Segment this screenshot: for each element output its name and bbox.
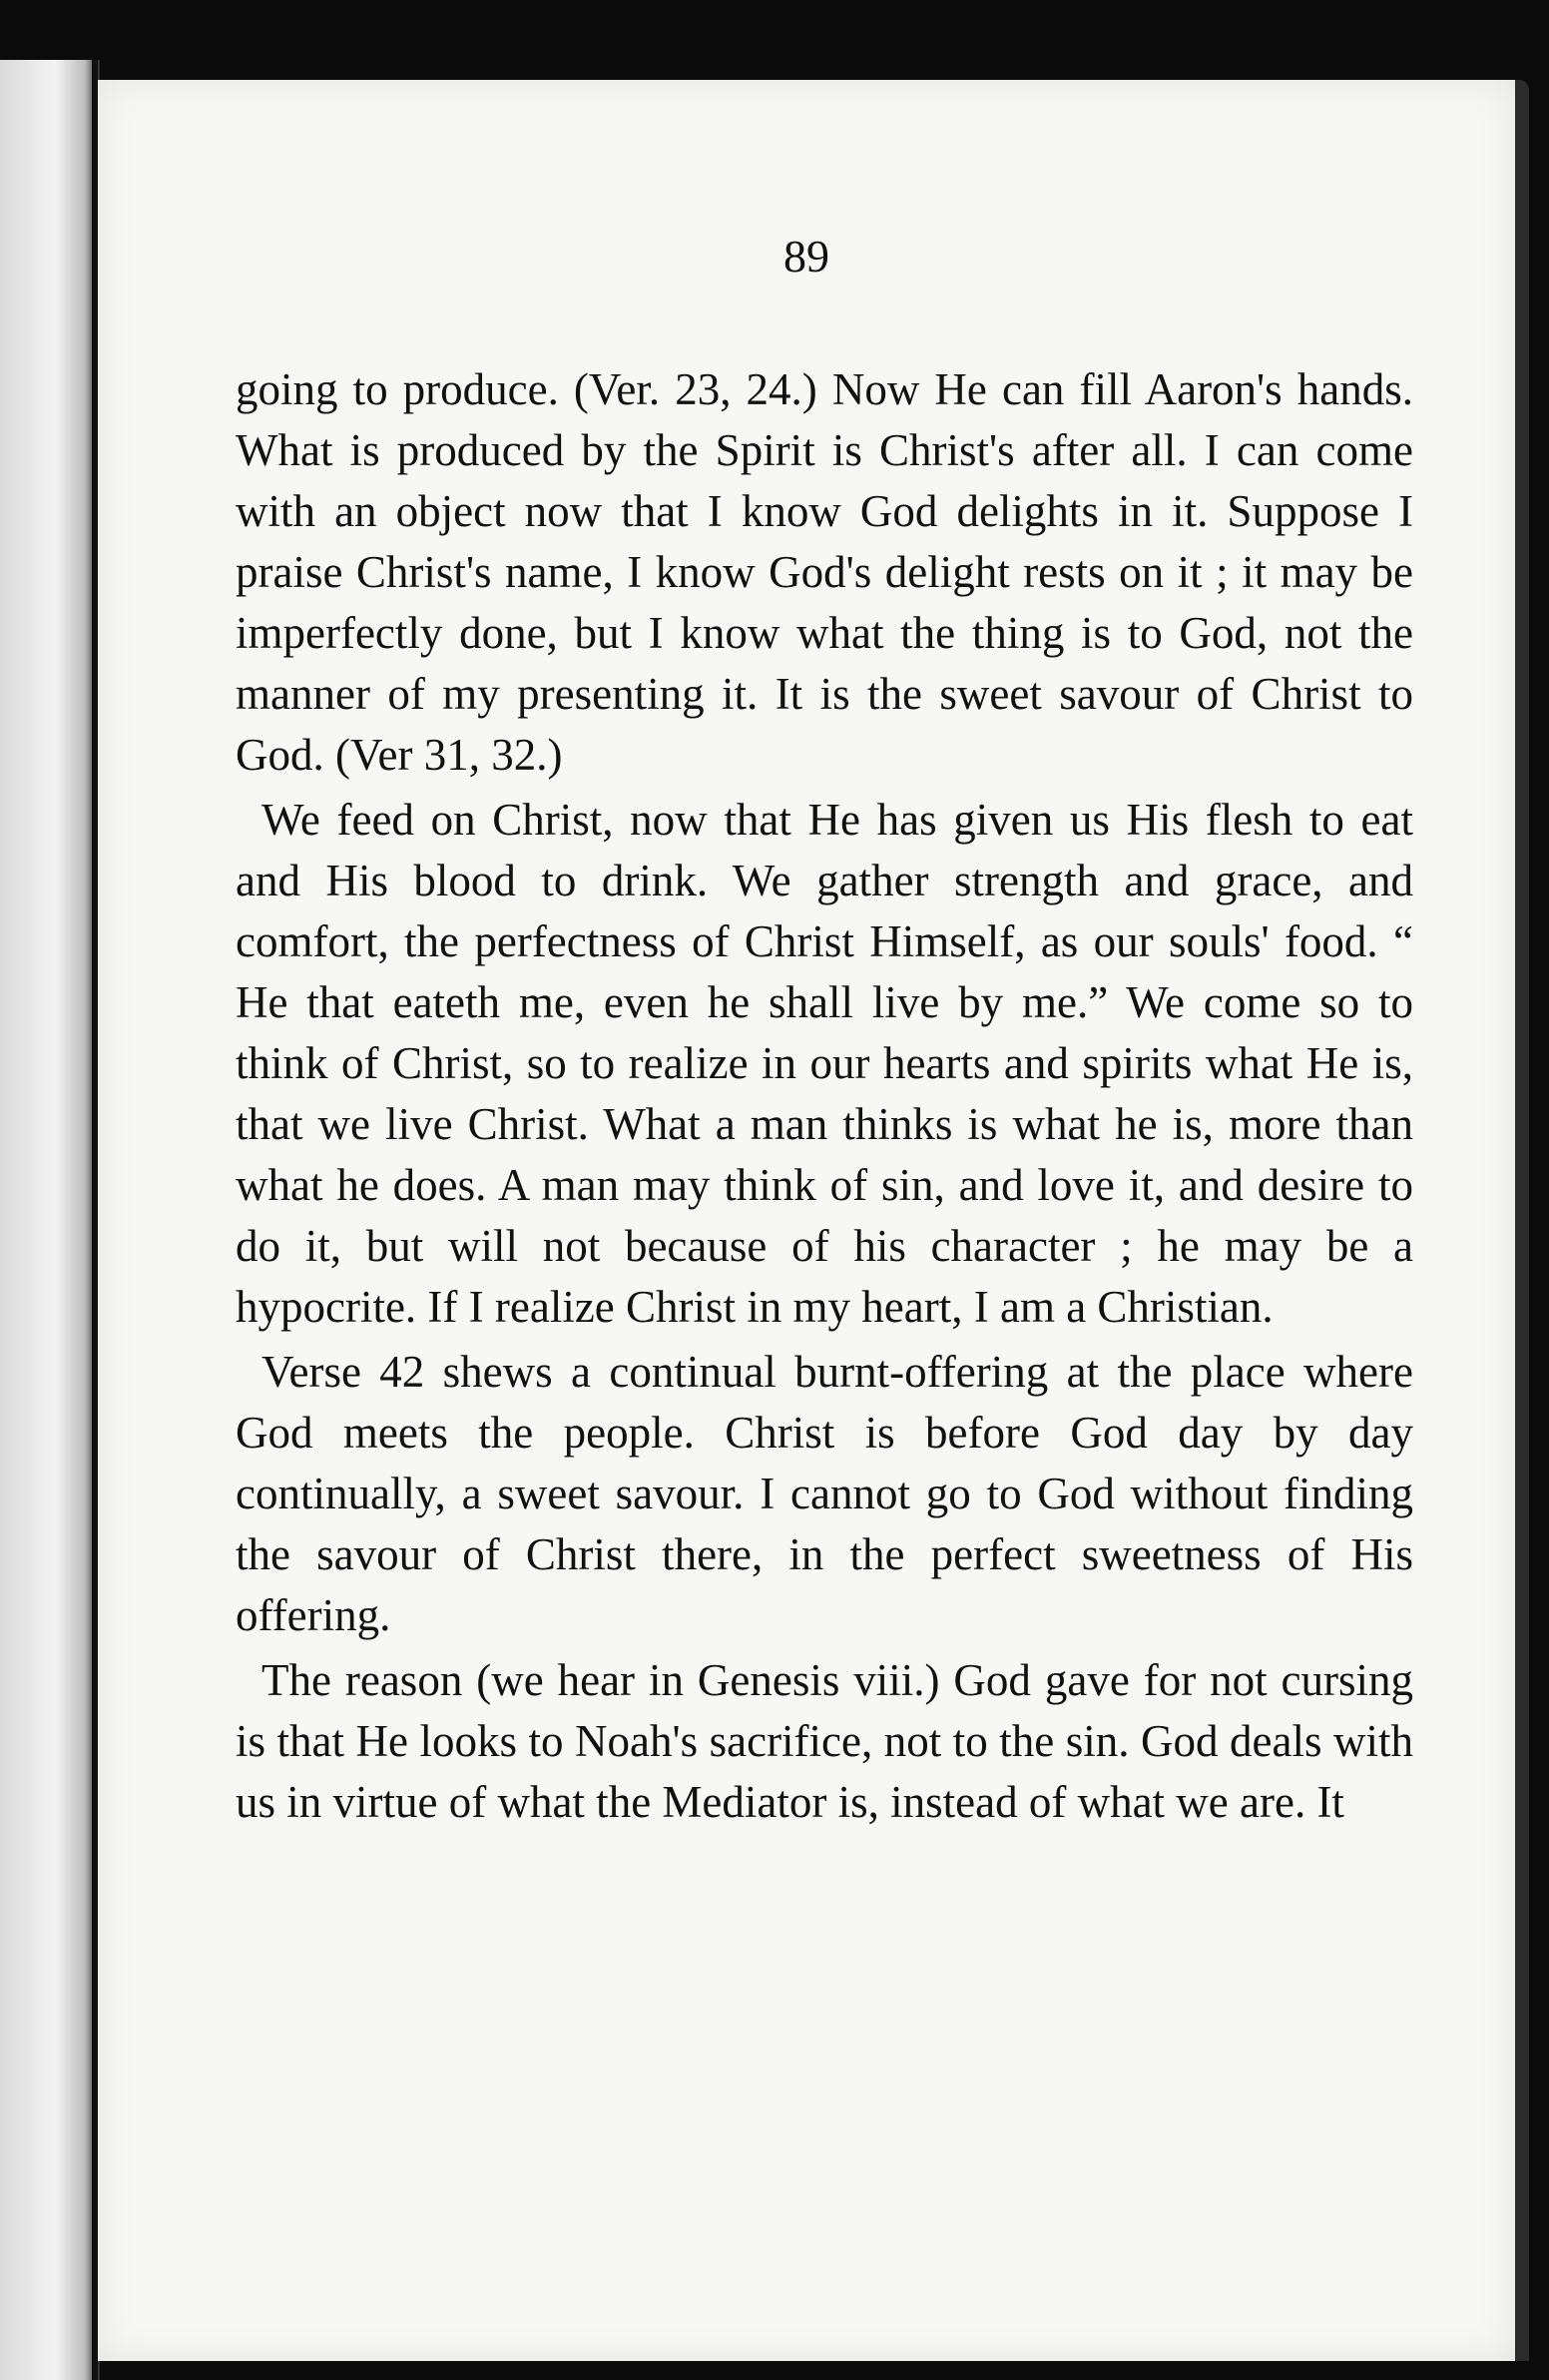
previous-page-edge xyxy=(0,60,100,2380)
paragraph-3: Verse 42 shews a continual burnt-offering at the place where God meets the people. Christ is before God day by day continually, a sweet savour. I cannot go to God without finding the savour of Christ there, in the perfect sweetness of His offering. xyxy=(236,1347,1413,1640)
paragraph-2: We feed on Christ, now that He has given us His flesh to eat and His blood to drink. We gather strength and grace, and comfort, the perfectness of Christ Himself, as our souls' food. “ He that eateth me, even he shall live by me.” We come so to think of Christ, so to realize in our hearts and spirits what He is, that we live Christ. What a man thinks is what he is, more than what he does. A man may think of sin, and love it, and desire to do it, but will not because of his character ; he may be a hypocrite. If I realize Christ in my heart, I am a Christian. xyxy=(236,795,1413,1332)
page-number: 89 xyxy=(783,231,829,282)
page-body-text xyxy=(236,359,1413,1833)
paragraph-1: going to produce. (Ver. 23, 24.) Now He can fill Aaron's hands. What is produced by the Spirit is Christ's after all. I can come with an object now that I know God delights in it. Suppose I praise Christ's name, I know God's delight rests on it ; it may be imperfectly done, but I know what the thing is to God, not the manner of my presenting it. It is the sweet savour of Christ to God. (Ver 31, 32.) xyxy=(236,364,1413,780)
book-page xyxy=(98,80,1529,2361)
paragraph-4: The reason (we hear in Genesis viii.) God gave for not cursing is that He looks to Noah's sacrifice, not to the sin. God deals with us in virtue of what the Mediator is, instead of what we are. It xyxy=(236,1655,1413,1827)
